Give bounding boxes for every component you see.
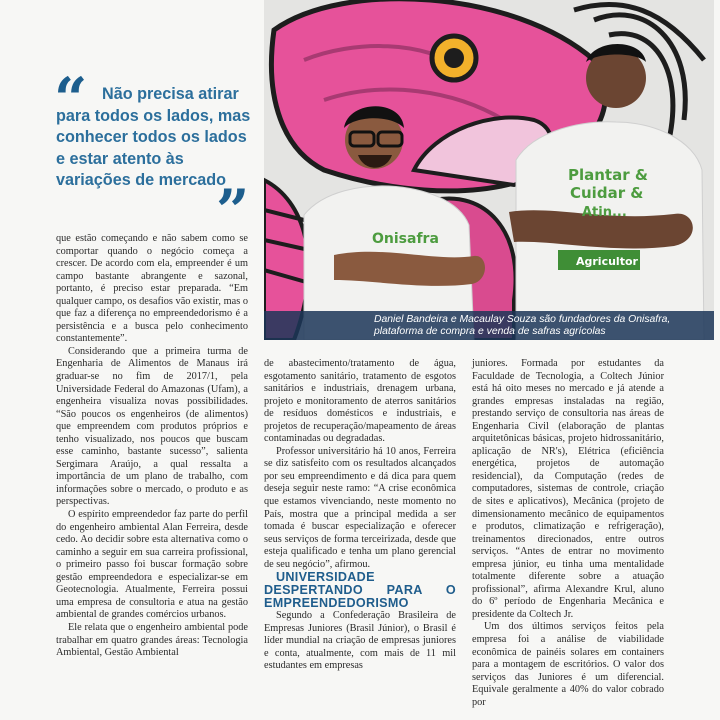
photo-caption: Daniel Bandeira e Macaulay Souza são fundadores da Onisafra, plataforma de compra e venda de safras agrícolas xyxy=(264,311,714,340)
shirt-right-line1: Plantar & xyxy=(568,166,648,184)
shirt-right-line3: Atin... xyxy=(582,205,627,220)
section-heading: UNIVERSIDADE DESPERTANDO PARA O EMPREENDEDORISMO xyxy=(264,570,456,611)
paragraph: Professor universitário há 10 anos, Ferreira se diz satisfeito com os resultados alcançados por seu empreendimento e dá dica para quem deseja seguir neste ramo: “A crise econômica que estamos vivenciando, neste momento no País, mostra que a principal medida a ser tomada é buscar especialização e oferecer seus serviços de forma terceirizada, desde que esteja qualificado e tenha um plano gerencial de seu negócio”, afirmou. xyxy=(264,445,456,570)
paragraph: O espírito empreendedor faz parte do perfil do engenheiro ambiental Alan Ferreira, desde cedo. Ao decidir sobre esta alternativa como o caminho a seguir em sua carreira profissional, o primeiro passo foi buscar formação sobre gestão empreendedora e especializar-se em Geotecnologia. Atualmente, Ferreira possui uma empresa de consultoria e atua na gestão ambiental de grandes comércios urbanos. xyxy=(56,509,248,621)
paragraph: de abastecimento/tratamento de água, esgotamento sanitário, tratamento de esgotos sanitários e industriais, drenagem urbana, projeto e monitoramento de aterros sanitários de resíduos domésticos e industriais, e projetos de recuperação/mapeamento de áreas contaminadas ou degradadas. xyxy=(264,358,456,445)
pull-quote xyxy=(54,65,256,245)
article-column-3 xyxy=(472,358,664,709)
paragraph: juniores. Formada por estudantes da Faculdade de Tecnologia, a Coltech Júnior está há oito meses no mercado e já atende a grandes empresas instaladas na região, prestando serviço de consultoria nas áreas de Engenharia Civil (elaboração de plantas arquitetônicas básicas, projeto hidrossanitário, aplicação de NR's), Elétrica (eficiência energética, projetos de automação residencial), da Computação (redes de computadores, sistemas de controle, criação de sites e aplicativos), Mecânica (projeto de dimensionamento mecânico de equipamentos e produtos, climatização e refrigeração), treinamentos direcionados, entre outros serviços. “Antes de entrar no movimento empresa júnior, eu tinha uma mentalidade totalmente diferente sobre a atuação profissional”, afirma Alexandre Krul, aluno do 6º período de Engenharia Mecânica e presidente da Coltech Jr. xyxy=(472,358,664,620)
paragraph: Considerando que a primeira turma de Engenharia de Alimentos de Manaus irá graduar-se no fim de 2017/1, pela Universidade Federal do Amazonas (Ufam), a engenheira visualiza novas possibilidades. “São poucos os engenheiros (de alimentos) que empreendem com produtos próprios e tenho visualizado, nos poucos que buscam esse caminho, bastante sucesso”, salienta Sergimara Araújo, a qual ressalta a importância de um plano de trabalho, com informações sobre o mercado, o produto e as perspectivas. xyxy=(56,345,248,508)
pull-quote-text: Não precisa atirar para todos os lados, mas conhecer todos os lados e estar atento às variações de mercado xyxy=(56,85,251,189)
quote-close-mark: ” xyxy=(216,177,250,245)
founders-photo xyxy=(264,0,714,340)
paragraph: Segundo a Confederação Brasileira de Empresas Juniores (Brasil Júnior), o Brasil é líder mundial na criação de empresas juniores e conta, atualmente, com mais de 11 mil estudantes em empresas xyxy=(264,610,456,672)
quote-open-mark: “ xyxy=(54,65,88,133)
paragraph: que estão começando e não sabem como se comportar quando o negócio começa a crescer. De acordo com ela, empreender é um campo bastante abrangente e sazonal, portanto, é preciso estar preparada. “Em qualquer campo, os desafios vão existir, mas o que faz a diferença no empreendedorismo é a persistência e a busca pelo conhecimento constantemente”. xyxy=(56,233,248,345)
shirt-left-logo: Onisafra xyxy=(372,231,439,247)
shirt-right-line2: Cuidar & xyxy=(570,184,644,202)
mural-illustration xyxy=(264,0,714,340)
paragraph: Ele relata que o engenheiro ambiental pode trabalhar em quatro grandes áreas: Tecnologia Ambiental, Gestão Ambiental xyxy=(56,621,248,659)
article-column-2 xyxy=(264,358,456,673)
article-column-1 xyxy=(56,233,248,660)
paragraph: Um dos últimos serviços feitos pela empresa foi a análise de viabilidade econômica de painéis solares em containers para a montagem de escritórios. O valor dos serviços das Juniores é um diferencial. Equivale geralmente a 40% do valor cobrado por xyxy=(472,621,664,708)
shirt-badge-text: Agricultor xyxy=(576,255,638,268)
